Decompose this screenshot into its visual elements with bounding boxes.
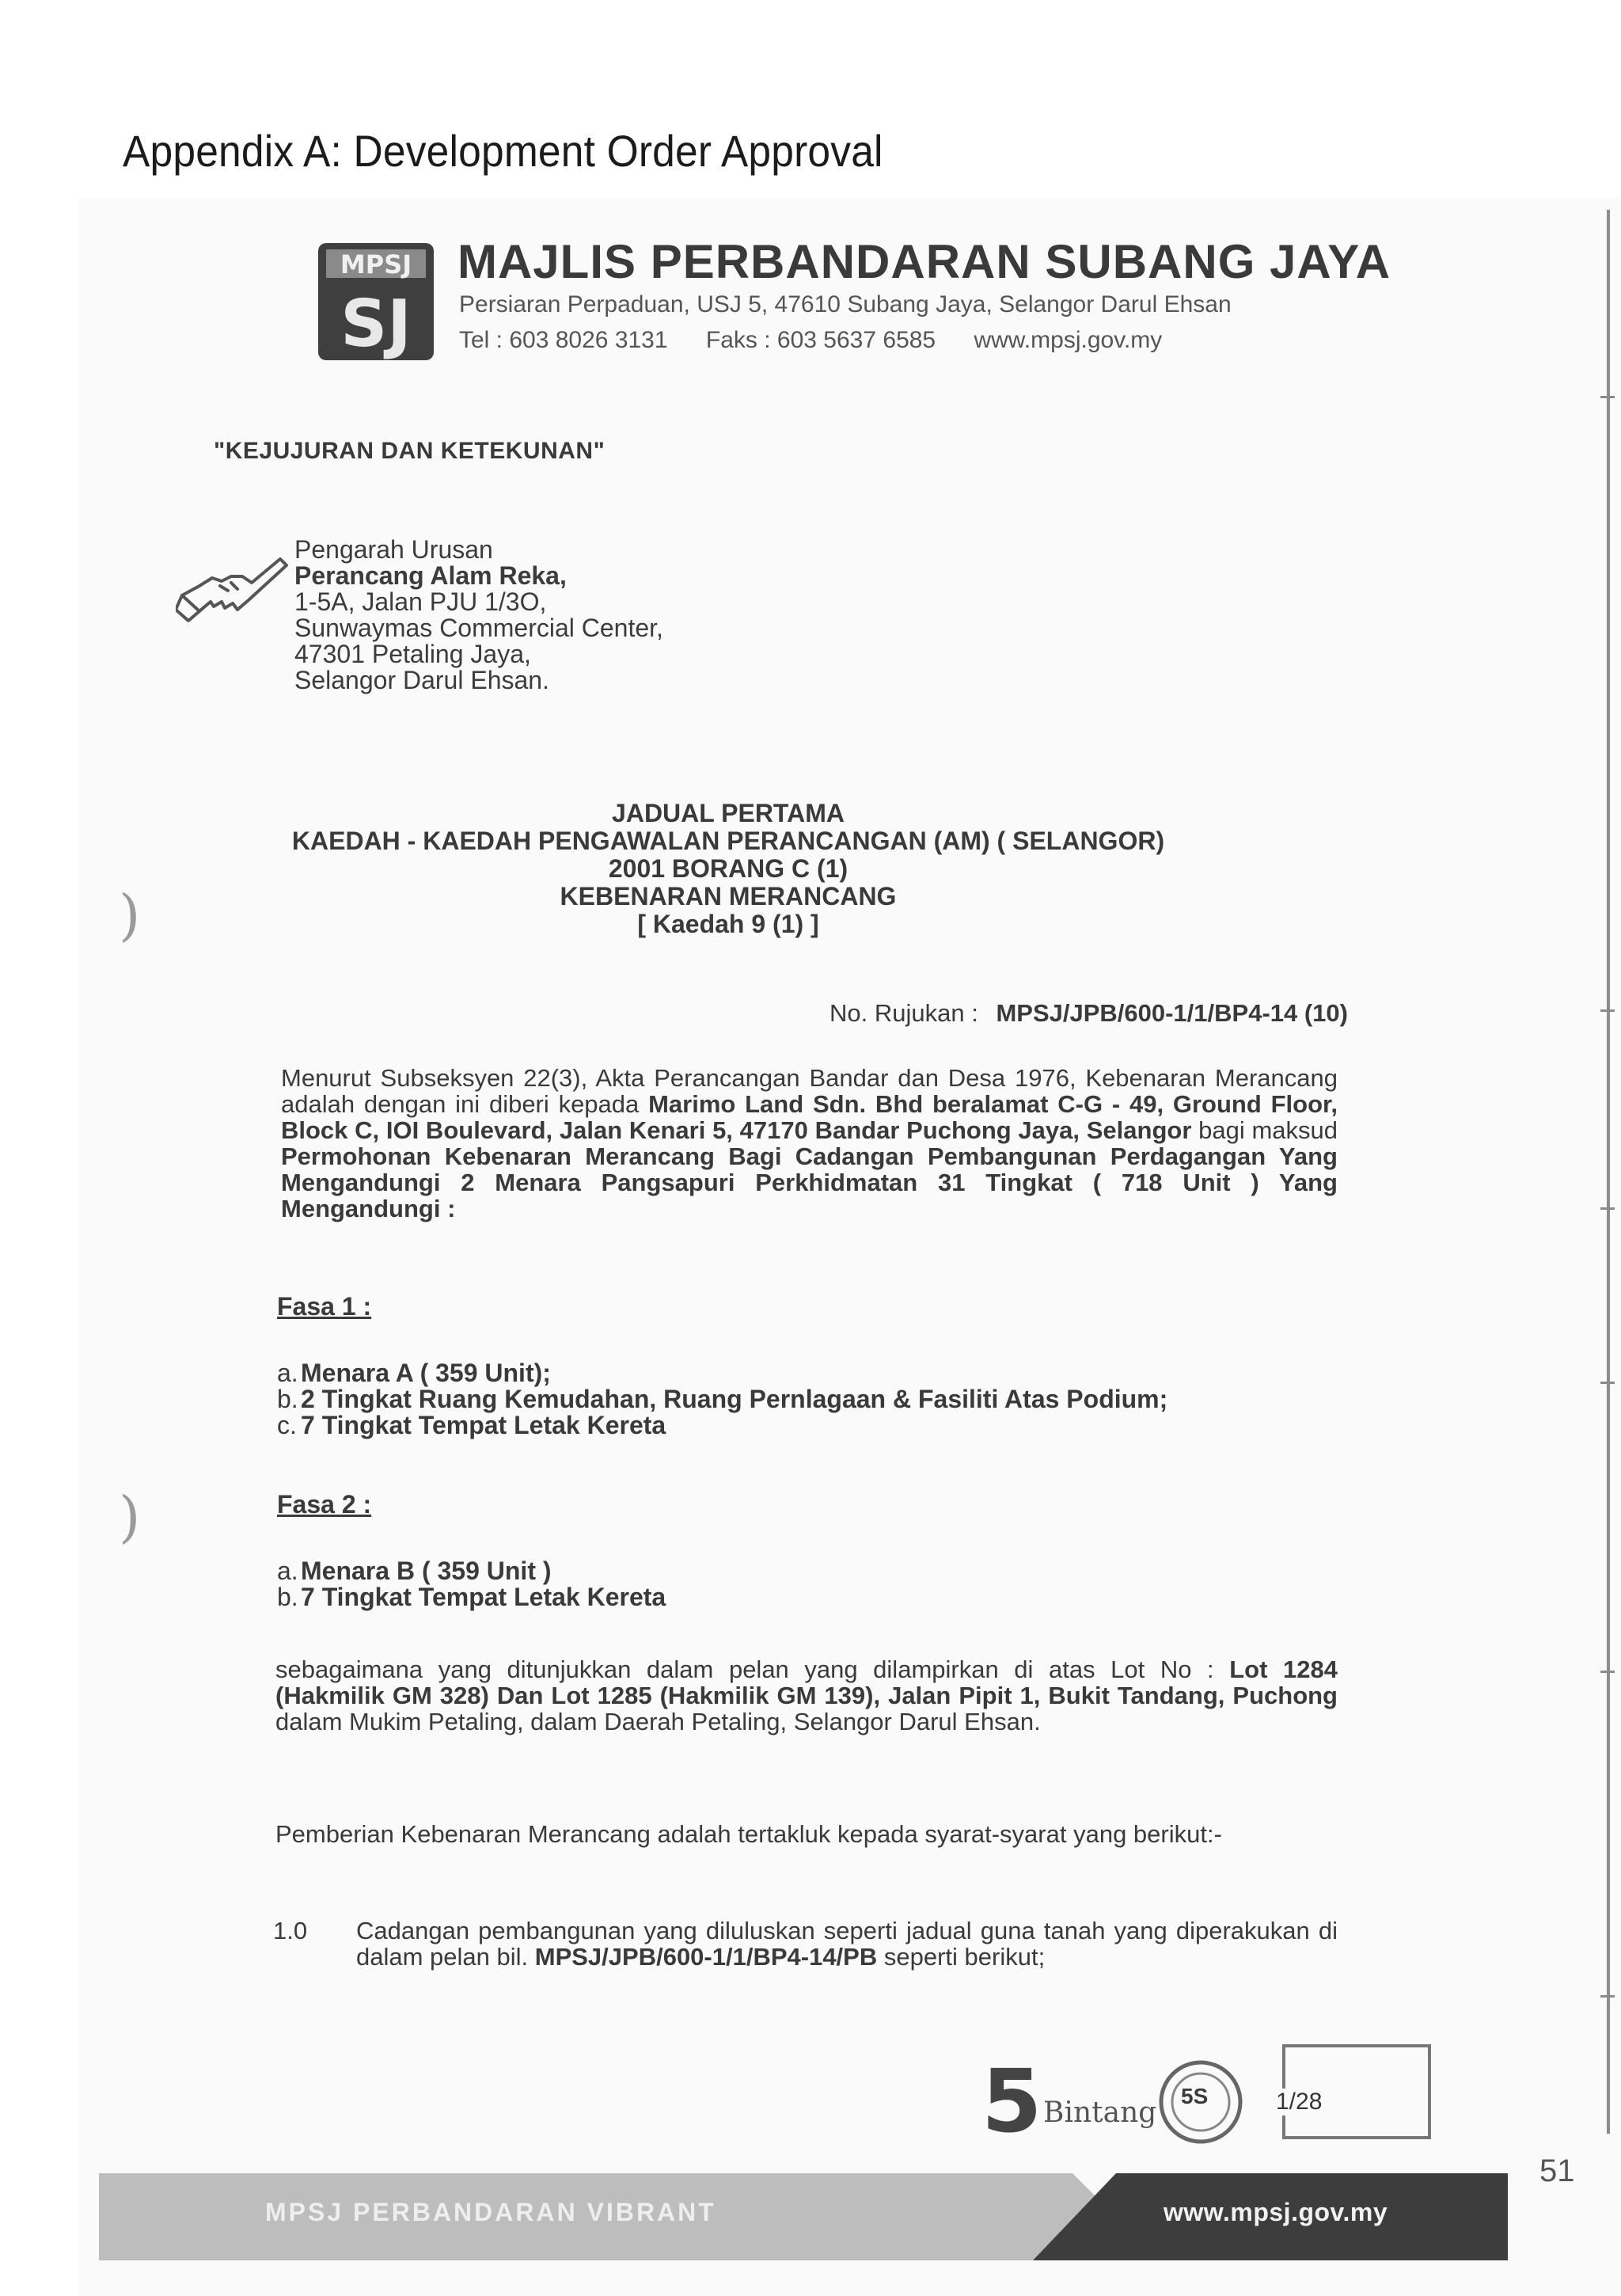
punch-hole-mark: )	[119, 1484, 141, 1549]
addressee-address-line: Selangor Darul Ehsan.	[294, 666, 549, 694]
phase-label: Fasa 1 :	[277, 1292, 372, 1321]
telephone-number: Tel : 603 8026 3131	[459, 327, 668, 353]
location-text: sebagaimana yang ditunjukkan dalam pelan yang dilampirkan di atas Lot No :	[275, 1655, 1230, 1683]
addressee-address-line: Sunwaymas Commercial Center,	[294, 614, 663, 642]
condition-text: Cadangan pembangunan yang diluluskan seperti jadual guna tanah yang diperakukan di dalam pelan bil. MPSJ/JPB/600-1/1/BP4-14/PB seperti berikut;	[356, 1917, 1338, 1971]
reference-number: MPSJ/JPB/600-1/1/BP4-14 (10)	[996, 999, 1348, 1027]
motto: "KEJUJURAN DAN KETEKUNAN"	[214, 438, 606, 464]
lot-details: Lot 1284 (Hakmilik GM 328) Dan Lot 1285 (Hakmilik GM 139), Jalan Pipit 1, Bukit Tandang, Puchong	[275, 1655, 1338, 1709]
letterhead-website: www.mpsj.gov.my	[974, 327, 1163, 353]
organisation-contact	[459, 327, 1194, 354]
scan-edge-tick	[1600, 1671, 1615, 1673]
page-number: 51	[1539, 2153, 1575, 2188]
phase-items	[277, 1360, 1167, 1439]
heading-line: [ Kaedah 9 (1) ]	[637, 910, 819, 938]
intro-paragraph	[281, 1065, 1338, 1222]
list-item: c. 7 Tingkat Tempat Letak Kereta	[277, 1411, 666, 1439]
list-item: a. Menara A ( 359 Unit);	[277, 1359, 551, 1387]
certification-ratio: 1/28	[1276, 2089, 1323, 2115]
svg-text:SJ: SJ	[340, 287, 412, 362]
five-star-word: Bintang	[1043, 2096, 1157, 2129]
list-item: b. 7 Tingkat Tempat Letak Kereta	[277, 1583, 666, 1611]
scan-edge-tick	[1600, 1207, 1615, 1210]
form-heading	[230, 800, 1227, 938]
intro-text: Menurut Subseksyen 22(3), Akta Perancangan Bandar dan Desa 1976, Kebenaran Merancang adalah dengan ini diberi kepada	[281, 1064, 1338, 1118]
logo-text: MPSJ	[340, 249, 412, 279]
footer-slogan: MPSJ PERBANDARAN VIBRANT	[265, 2198, 716, 2226]
phase-items	[277, 1558, 666, 1610]
intro-text: bagi maksud	[1191, 1116, 1338, 1144]
condition-number: 1.0	[273, 1917, 308, 1944]
fax-number: Faks : 603 5637 6585	[705, 327, 936, 353]
page-title: Appendix A: Development Order Approval	[123, 126, 883, 176]
scan-edge-line	[1607, 210, 1610, 2134]
location-text: dalam Mukim Petaling, dalam Daerah Petaling, Selangor Darul Ehsan.	[275, 1708, 1041, 1735]
organisation-name: MAJLIS PERBANDARAN SUBANG JAYA	[457, 235, 1391, 288]
heading-line: JADUAL PERTAMA	[612, 799, 845, 827]
five-star-number: 5	[981, 2051, 1042, 2152]
location-paragraph	[275, 1656, 1338, 1735]
heading-line: KEBENARAN MERANCANG	[560, 882, 897, 910]
punch-hole-mark: )	[119, 883, 141, 948]
scanned-letter-background	[79, 198, 1621, 2296]
addressee-title: Pengarah Urusan	[294, 535, 493, 564]
application-description: Permohonan Kebenaran Merancang Bagi Cadangan Pembangunan Perdagangan Yang Mengandungi 2 Menara Pangsapuri Perkhidmatan 31 Tingkat ( 718 Unit ) Yang Mengandungi :	[281, 1142, 1338, 1222]
reference-label: No. Rujukan :	[829, 999, 978, 1027]
organisation-address: Persiaran Perpaduan, USJ 5, 47610 Subang Jaya, Selangor Darul Ehsan	[459, 291, 1232, 317]
list-item: a. Menara B ( 359 Unit )	[277, 1557, 552, 1585]
scan-edge-tick	[1600, 1995, 1615, 1998]
addressee-company: Perancang Alam Reka,	[294, 561, 567, 590]
condition-item	[273, 1918, 1338, 1970]
phase-label: Fasa 2 :	[277, 1490, 372, 1519]
addressee-block	[294, 537, 663, 694]
applicant-details: Marimo Land Sdn. Bhd beralamat C-G - 49, Ground Floor, Block C, IOI Boulevard, Jalan Kenari 5, 47170 Bandar Puchong Jaya, Selangor	[281, 1090, 1338, 1144]
5s-label: 5S	[1181, 2084, 1209, 2108]
scan-edge-tick	[1600, 1382, 1615, 1384]
addressee-address-line: 47301 Petaling Jaya,	[294, 640, 531, 668]
addressee-address-line: 1-5A, Jalan PJU 1/3O,	[294, 587, 547, 616]
list-item: b. 2 Tingkat Ruang Kemudahan, Ruang Pernlagaan & Fasiliti Atas Podium;	[277, 1385, 1168, 1413]
scan-edge-tick	[1600, 1009, 1615, 1012]
conditions-paragraph: Pemberian Kebenaran Merancang adalah tertakluk kepada syarat-syarat yang berikut:-	[275, 1820, 1222, 1848]
heading-line: 2001 BORANG C (1)	[608, 854, 848, 883]
mpsj-logo-icon	[317, 241, 435, 362]
heading-line: KAEDAH - KAEDAH PENGAWALAN PERANCANGAN (AM) ( SELANGOR)	[291, 827, 1165, 855]
scan-edge-tick	[1600, 396, 1615, 398]
pointing-hand-icon	[176, 554, 294, 641]
reference-line	[829, 999, 1348, 1028]
footer-url: www.mpsj.gov.my	[1164, 2198, 1388, 2226]
